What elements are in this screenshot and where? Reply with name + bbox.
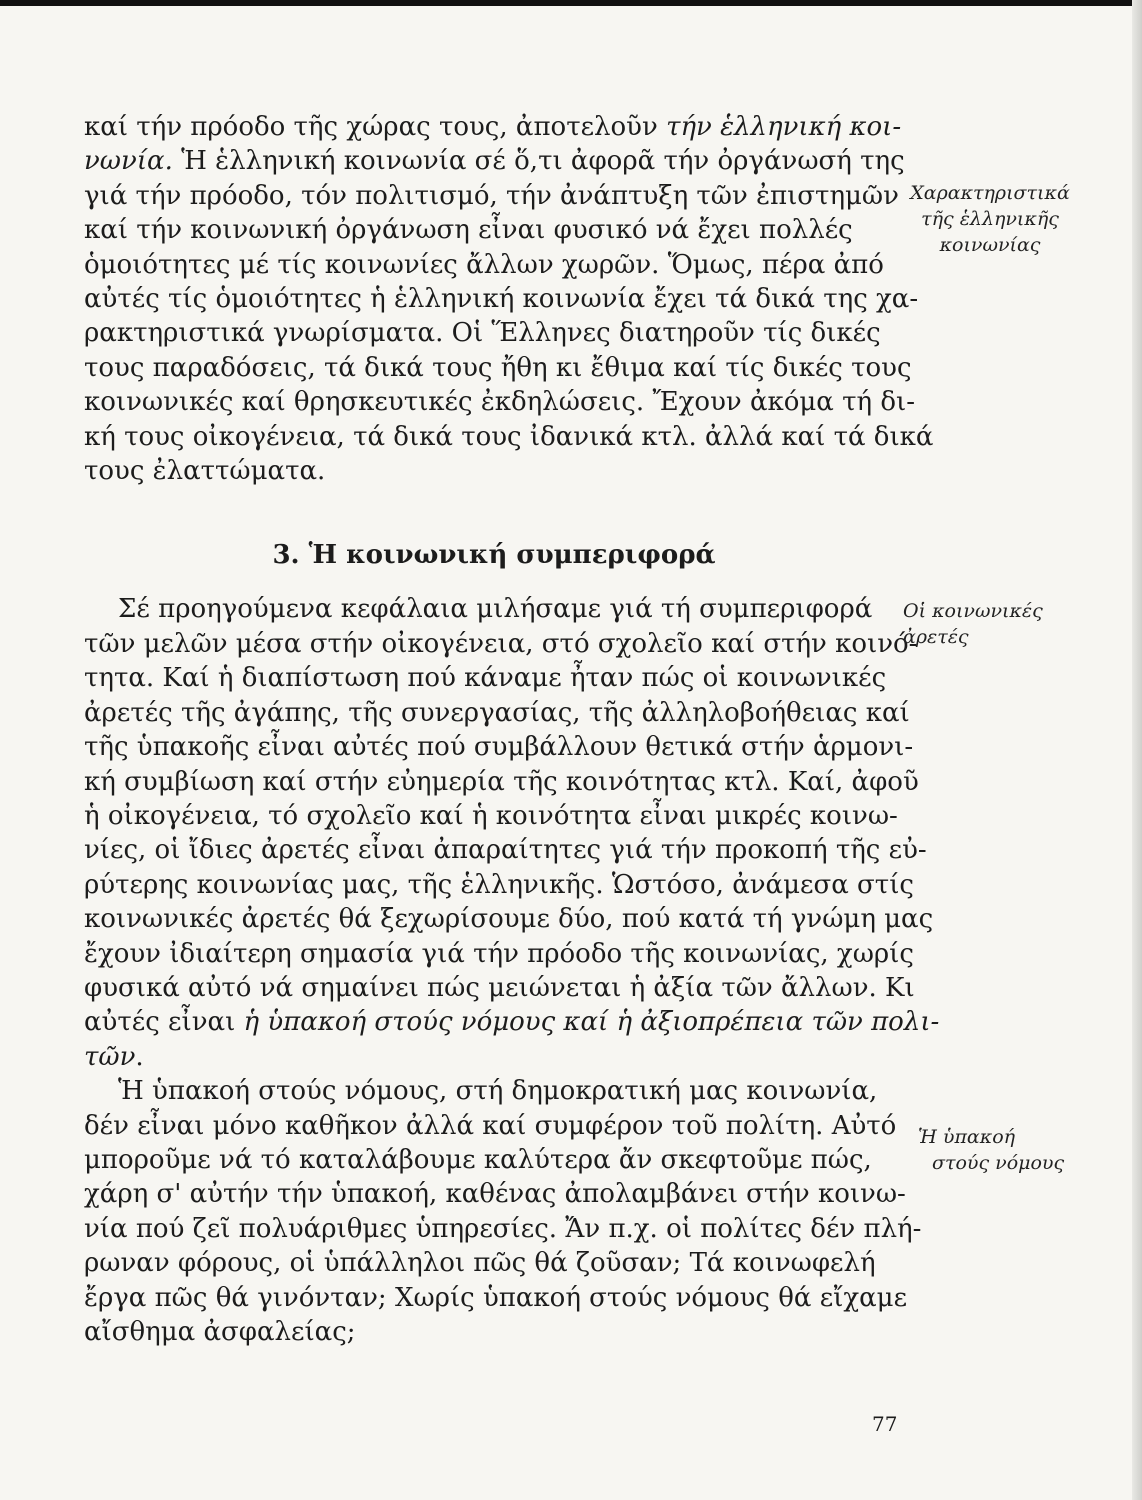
margin-note-3-line-1: Ἡ ὑπακοή <box>918 1126 1016 1148</box>
p1-line-3: γιά τήν πρόοδο, τόν πολιτισμό, τήν ἀνάπτυξη τῶν ἐπιστημῶν <box>84 180 899 211</box>
main-text-column <box>84 110 940 1349</box>
margin-note-1-line-3: κοινωνίας <box>939 234 1041 256</box>
p2-line-12: φυσικά αὐτό νά σημαίνει πώς μειώνεται ἡ ἀξία τῶν ἄλλων. Κι <box>84 972 915 1003</box>
margin-note-social-virtues <box>903 598 1103 650</box>
p2-italic-phrase: ἡ ὑπακοή στούς νόμους καί ἡ ἀξιοπρέπεια τῶν πολι- <box>243 1007 940 1038</box>
p2-line-10: κοινωνικές ἀρετές θά ξεχωρίσουμε δύο, πού κατά τή γνώμη μας <box>84 904 934 935</box>
p1-italic-start: νωνία. <box>84 146 173 177</box>
p3-line-1: Ἡ ὑπακοή στούς νόμους, στή δημοκρατική μας κοινωνία, <box>118 1076 878 1107</box>
paragraph-2 <box>84 592 940 1074</box>
p2-line-6: κή συμβίωση καί στήν εὐημερία τῆς κοινότητας κτλ. Καί, ἀφοῦ <box>84 766 919 797</box>
p1-line-2: νωνία. Ἡ ἑλληνική κοινωνία σέ ὅ,τι ἀφορᾶ τήν ὀργάνωσή της <box>84 146 905 177</box>
p3-line-3: μποροῦμε νά τό καταλάβουμε καλύτερα ἄν σκεφτοῦμε πώς, <box>84 1144 872 1175</box>
p2-line-9: ρύτερης κοινωνίας μας, τῆς ἑλληνικῆς. Ὡστόσο, ἀνάμεσα στίς <box>84 869 914 900</box>
p1-line-7: ρακτηριστικά γνωρίσματα. Οἱ Ἕλληνες διατηροῦν τίς δικές <box>84 318 881 349</box>
paragraph-3 <box>84 1074 922 1349</box>
margin-note-characteristics <box>905 180 1075 258</box>
p2-line-2: τῶν μελῶν μέσα στήν οἰκογένεια, στό σχολεῖο καί στήν κοινό- <box>84 628 918 659</box>
p2-line-4: ἀρετές τῆς ἀγάπης, τῆς συνεργασίας, τῆς ἀλληλοβοήθειας καί <box>84 697 910 728</box>
p3-line-5: νία πού ζεῖ πολυάριθμες ὑπηρεσίες. Ἄν π.χ. οἱ πολίτες δέν πλή- <box>84 1213 922 1244</box>
p1-line-1: καί τήν πρόοδο τῆς χώρας τους, ἀποτελοῦν τήν ἑλληνική κοι- <box>84 112 902 142</box>
page-number: 77 <box>872 1412 898 1436</box>
p1-line-6: αὐτές τίς ὁμοιότητες ἡ ἑλληνική κοινωνία ἔχει τά δικά της χα- <box>84 284 919 315</box>
p2-italic-end: τῶν <box>84 1041 136 1072</box>
paragraph-1 <box>84 110 934 488</box>
p1-line-5: ὁμοιότητες μέ τίς κοινωνίες ἄλλων χωρῶν. Ὅμως, πέρα ἀπό <box>84 249 884 280</box>
margin-note-2-line-2: ἀρετές <box>903 626 969 648</box>
margin-note-1-line-1: Χαρακτηριστικά <box>910 182 1070 204</box>
p2-line-7: ἡ οἰκογένεια, τό σχολεῖο καί ἡ κοινότητα εἶναι μικρές κοινω- <box>84 800 898 831</box>
p3-line-6: ρωναν φόρους, οἱ ὑπάλληλοι πῶς θά ζοῦσαν; Τά κοινωφελή <box>84 1248 876 1279</box>
p1-line-11: τους ἐλαττώματα. <box>84 456 326 487</box>
p1-line-4: καί τήν κοινωνική ὀργάνωση εἶναι φυσικό νά ἔχει πολλές <box>84 215 853 246</box>
margin-note-1-line-2: τῆς ἑλληνικῆς <box>921 208 1059 230</box>
p2-line-11: ἔχουν ἰδιαίτερη σημασία γιά τήν πρόοδο τῆς κοινωνίας, χωρίς <box>84 938 914 969</box>
margin-note-2-line-1: Οἱ κοινωνικές <box>903 600 1043 622</box>
p2-line-3: τητα. Καί ἡ διαπίστωση πού κάναμε ἦταν πώς οἱ κοινωνικές <box>84 663 887 694</box>
section-title: 3. Ἡ κοινωνική συμπεριφορά <box>272 540 716 571</box>
p1-italic-phrase: τήν ἑλληνική κοι- <box>666 112 902 142</box>
p3-line-2: δέν εἶναι μόνο καθῆκον ἀλλά καί συμφέρον τοῦ πολίτη. Αὐτό <box>84 1110 897 1141</box>
p2-line-1: Σέ προηγούμενα κεφάλαια μιλήσαμε γιά τή συμπεριφορά <box>118 594 873 625</box>
margin-note-obedience-to-laws <box>918 1124 1118 1176</box>
p2-line-5: τῆς ὑπακοῆς εἶναι αὐτές πού συμβάλλουν θετικά στήν ἁρμονι- <box>84 732 914 763</box>
p2-line-8: νίες, οἱ ἴδιες ἀρετές εἶναι ἀπαραίτητες γιά τήν προκοπή τῆς εὐ- <box>84 835 927 866</box>
p2-line-14: τῶν. <box>84 1041 144 1072</box>
margin-note-3-line-2: στούς νόμους <box>932 1152 1065 1174</box>
scan-right-edge <box>1132 0 1142 1500</box>
p1-line-9: κοινωνικές καί θρησκευτικές ἐκδηλώσεις. Ἔχουν ἀκόμα τή δι- <box>84 387 915 418</box>
p1-line-10: κή τους οἰκογένεια, τά δικά τους ἰδανικά κτλ. ἀλλά καί τά δικά <box>84 421 934 452</box>
p3-line-4: χάρη σ' αὐτήν τήν ὑπακοή, καθένας ἀπολαμβάνει στήν κοινω- <box>84 1179 906 1210</box>
p3-line-7: ἔργα πῶς θά γινόνταν; Χωρίς ὑπακοή στούς νόμους θά εἴχαμε <box>84 1282 908 1313</box>
scan-top-edge <box>0 0 1142 6</box>
p1-line-8: τους παραδόσεις, τά δικά τους ἤθη κι ἔθιμα καί τίς δικές τους <box>84 352 912 383</box>
p2-line-13: αὐτές εἶναι ἡ ὑπακοή στούς νόμους καί ἡ ἀξιοπρέπεια τῶν πολι- <box>84 1007 940 1038</box>
p3-line-8: αἴσθημα ἀσφαλείας; <box>84 1317 356 1347</box>
